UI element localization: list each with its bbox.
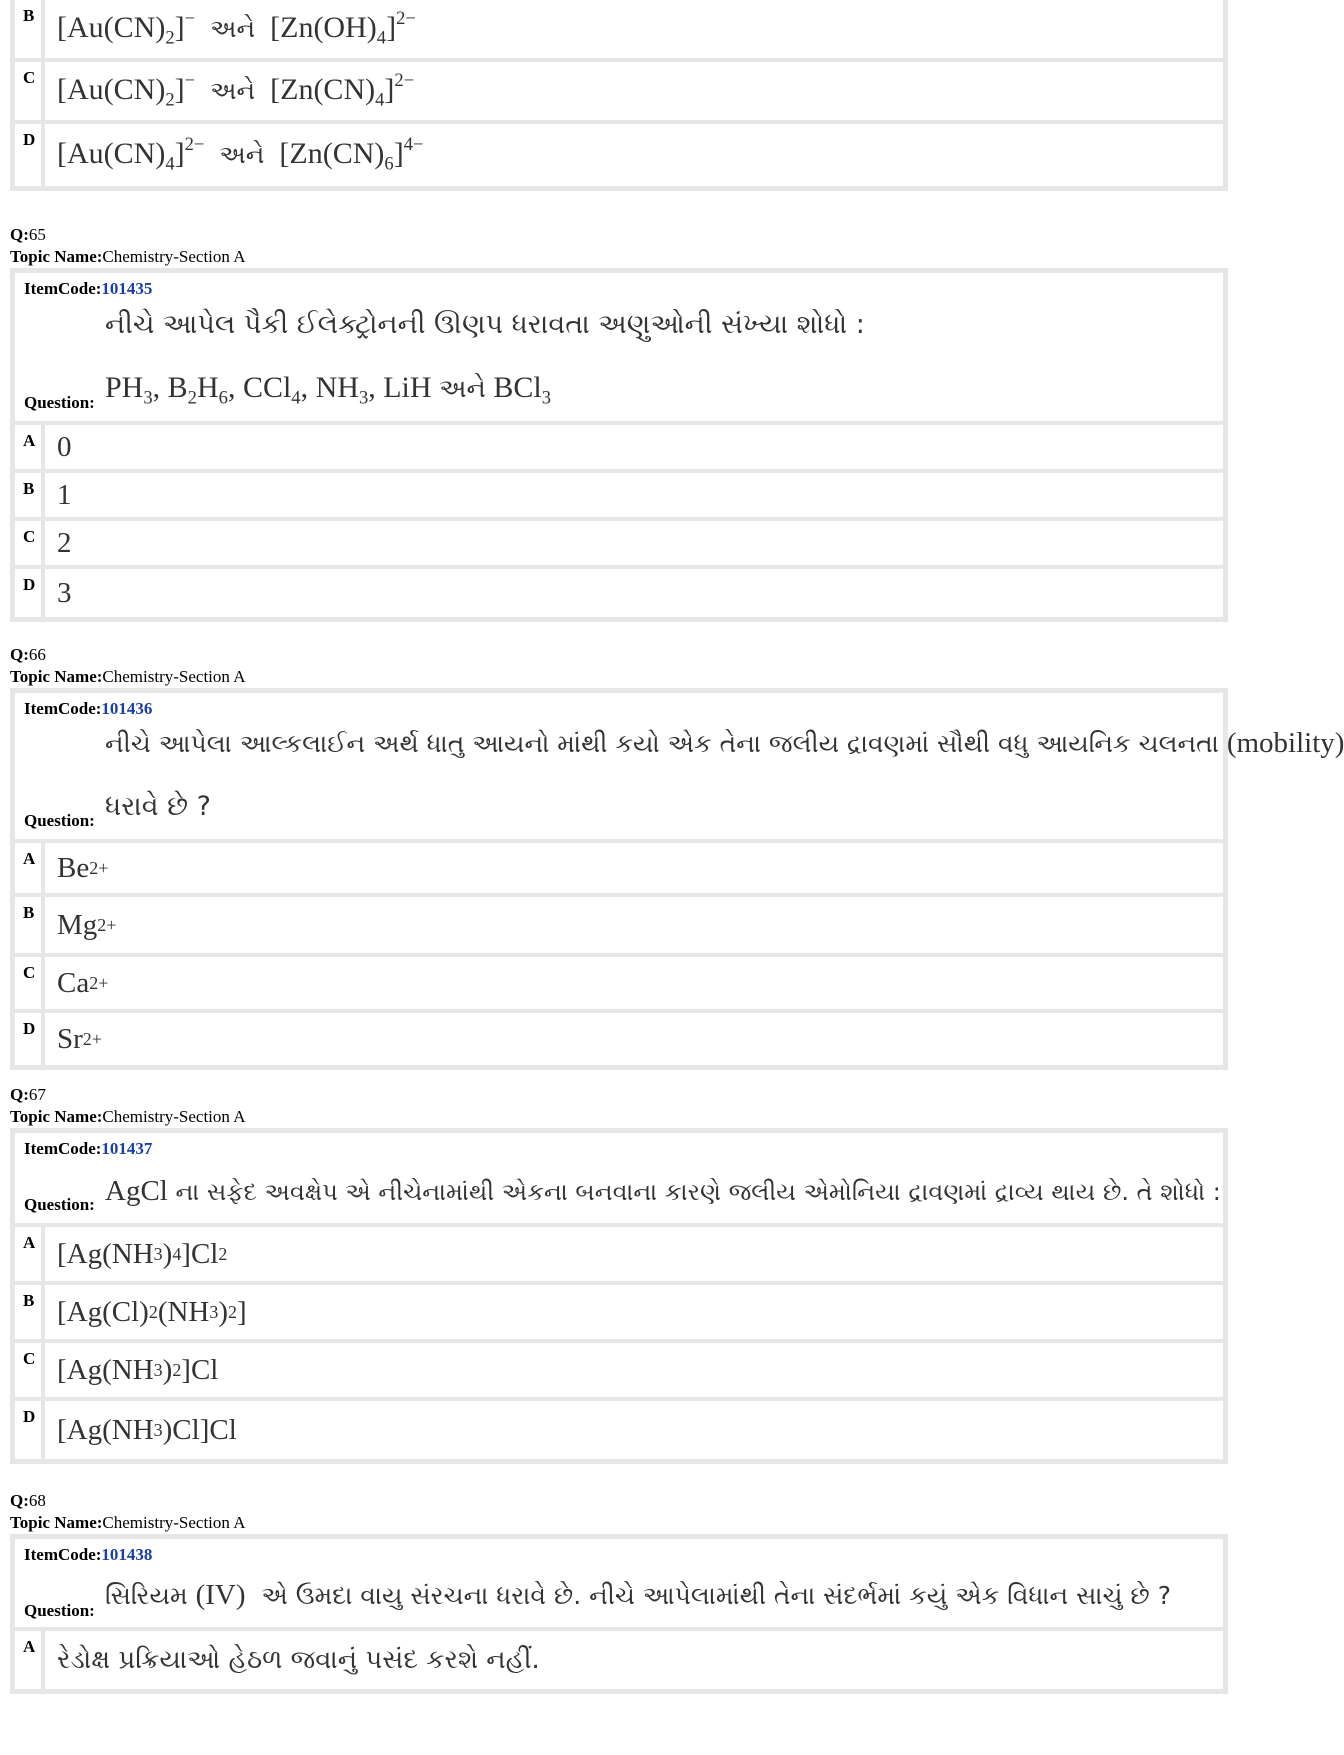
option-row[interactable] xyxy=(15,957,1223,1013)
question-67 xyxy=(10,1084,1228,1464)
question-stem xyxy=(15,1133,1223,1227)
option-row[interactable] xyxy=(15,62,1223,124)
option-letter: A xyxy=(15,1631,45,1689)
question-label: Question: xyxy=(24,393,95,412)
option-text: Sr 2+ xyxy=(57,1022,102,1055)
option-text: 2 xyxy=(57,526,72,559)
option-text xyxy=(45,0,1223,58)
formula: $[Au(CN)_2]^-$ અને $[Zn(CN)_4]^{2-}$ xyxy=(57,70,415,111)
option-text: Be 2+ xyxy=(57,851,109,884)
question-number: Q:68 xyxy=(10,1491,46,1510)
question-stem xyxy=(15,693,1344,843)
option-text: રેડોક્ષ પ્રક્રિયાઓ હેઠળ જવાનું પસંદ કરશે નહીં. xyxy=(57,1644,540,1675)
option-row[interactable] xyxy=(15,425,1223,473)
question-number: Q:66 xyxy=(10,645,46,664)
option-letter: D xyxy=(15,124,45,186)
question-label: Question: xyxy=(24,1195,95,1214)
item-code: ItemCode:101437 xyxy=(24,1139,153,1158)
question-number: Q:65 xyxy=(10,225,46,244)
option-text: Mg 2+ xyxy=(57,908,117,941)
option-text: [Ag(Cl) 2 (NH 3 ) 2 ] xyxy=(57,1295,247,1328)
option-text: [Ag(NH 3 )Cl]Cl xyxy=(57,1413,237,1446)
option-letter: C xyxy=(15,521,45,565)
question-text: AgCl ના સફેદ અવક્ષેપ એ નીચેનામાંથી એકના બનવાના કારણે જલીય એમોનિયા દ્રાવણમાં દ્રાવ્ય થાય છે. તે શોધો : xyxy=(105,1175,1221,1207)
option-letter: B xyxy=(15,0,45,58)
option-letter: D xyxy=(15,569,45,617)
item-code: ItemCode:101438 xyxy=(24,1545,153,1564)
option-letter: D xyxy=(15,1013,45,1065)
option-letter: B xyxy=(15,1285,45,1339)
option-letter: A xyxy=(15,1227,45,1281)
formula: $[Au(CN)_2]^-$ અને $[Zn(OH)_4]^{2-}$ xyxy=(57,8,416,49)
question-text: સિરિયમ (IV) એ ઉમદા વાયુ સંરચના ધરાવે છે. નીચે આપેલામાંથી તેના સંદર્ભમાં કયું એક વિધાન સાચું છે ? xyxy=(105,1579,1171,1611)
question-formula-line: $PH_3$, $B_2H_6$, CCl$_4$, $NH_3$, LiH અને BCl$_3$ xyxy=(105,371,552,409)
option-row[interactable] xyxy=(15,521,1223,569)
question-stem xyxy=(15,273,1223,425)
option-letter: C xyxy=(15,957,45,1009)
question-text-2: ધરાવે છે ? xyxy=(105,791,211,822)
option-row[interactable] xyxy=(15,1285,1223,1343)
option-letter: C xyxy=(15,1343,45,1397)
option-text: Ca 2+ xyxy=(57,966,109,999)
option-text: 0 xyxy=(57,430,72,463)
option-text: [Ag(NH 3 ) 4 ]Cl 2 xyxy=(57,1237,228,1270)
option-letter: B xyxy=(15,897,45,953)
option-row[interactable] xyxy=(15,1227,1223,1285)
question-label: Question: xyxy=(24,1601,95,1620)
option-text: 1 xyxy=(57,478,72,511)
option-row[interactable] xyxy=(15,1631,1223,1689)
topic-name: Topic Name:Chemistry-Section A xyxy=(10,1513,246,1532)
option-letter: C xyxy=(15,62,45,120)
question-68 xyxy=(10,1490,1228,1694)
question-label: Question: xyxy=(24,811,95,830)
option-text xyxy=(45,124,1223,186)
topic-name: Topic Name:Chemistry-Section A xyxy=(10,667,246,686)
option-letter: D xyxy=(15,1401,45,1459)
option-row[interactable] xyxy=(15,1343,1223,1401)
option-row[interactable] xyxy=(15,1013,1223,1065)
question-text: નીચે આપેલા આલ્કલાઈન અર્થ ધાતુ આયનો માંથી કયો એક તેના જલીય દ્રાવણમાં સૌથી વધુ આયનિક ચલનતા (mobility) xyxy=(105,727,1344,759)
option-row[interactable] xyxy=(15,0,1223,62)
option-letter: B xyxy=(15,473,45,517)
item-code: ItemCode:101436 xyxy=(24,699,153,718)
question-65 xyxy=(10,224,1228,622)
option-letter: A xyxy=(15,425,45,469)
question-66 xyxy=(10,644,1344,1070)
option-text xyxy=(45,62,1223,120)
question-text: નીચે આપેલ પૈકી ઈલેક્ટ્રોનની ઊણપ ધરાવતા અણુઓની સંખ્યા શોધો : xyxy=(105,309,865,340)
option-row[interactable] xyxy=(15,897,1223,957)
item-code: ItemCode:101435 xyxy=(24,279,153,298)
topic-name: Topic Name:Chemistry-Section A xyxy=(10,1107,246,1126)
option-row[interactable] xyxy=(15,843,1223,897)
topic-name: Topic Name:Chemistry-Section A xyxy=(10,247,246,266)
question-stem xyxy=(15,1539,1223,1631)
option-row[interactable] xyxy=(15,473,1223,521)
option-row[interactable] xyxy=(15,124,1223,186)
option-letter: A xyxy=(15,843,45,893)
option-row[interactable] xyxy=(15,1401,1223,1459)
option-text: 3 xyxy=(57,576,72,609)
option-row[interactable] xyxy=(15,569,1223,617)
option-text: [Ag(NH 3 ) 2 ]Cl xyxy=(57,1353,219,1386)
prev-question-options xyxy=(10,0,1228,191)
formula: $[Au(CN)_4]^{2-}$ અને $[Zn(CN)_6]^{4-}$ xyxy=(57,134,424,175)
question-number: Q:67 xyxy=(10,1085,46,1104)
